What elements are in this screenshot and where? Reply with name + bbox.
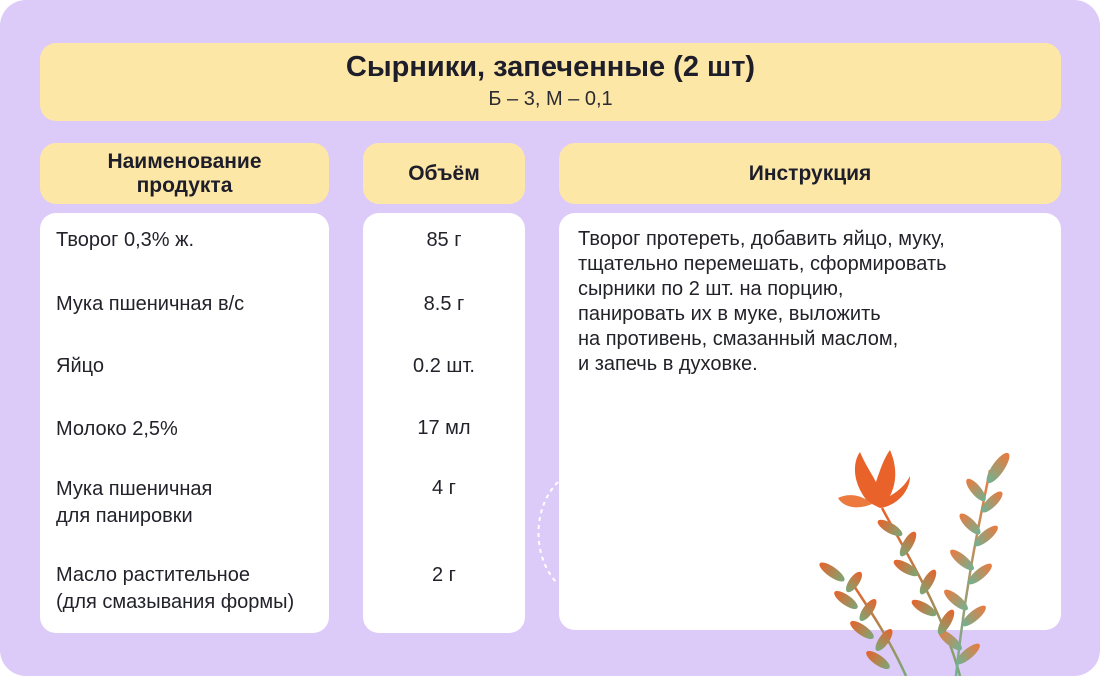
ingredient-name: Творог 0,3% ж.	[56, 229, 195, 251]
instruction-line: на противень, смазанный маслом,	[578, 328, 899, 350]
ingredient-volumes-panel	[363, 213, 525, 633]
ingredient-name: Мука пшеничная для панировки	[56, 478, 213, 527]
tulip-icon	[838, 450, 910, 508]
instruction-line: и запечь в духовке.	[578, 353, 758, 375]
ingredient-volume: 2 г	[432, 564, 456, 586]
header-instruction: Инструкция	[559, 143, 1061, 204]
ingredient-volume: 4 г	[432, 477, 456, 499]
dashed-arc-decoration	[528, 478, 568, 588]
ingredient-name: Яйцо	[56, 355, 104, 377]
instruction-line: Творог протереть, добавить яйцо, муку,	[578, 228, 945, 250]
ingredient-volume: 0.2 шт.	[413, 355, 475, 377]
flower-sprigs-illustration	[810, 440, 1030, 676]
ingredient-volume: 17 мл	[417, 417, 471, 439]
ingredient-name: Масло растительное (для смазывания формы)	[56, 564, 295, 613]
recipe-subtitle: Б – 3, М – 0,1	[488, 88, 613, 110]
instruction-line: сырники по 2 шт. на порцию,	[578, 278, 844, 300]
header-product-name: Наименование продукта	[40, 143, 329, 204]
ingredient-volume: 85 г	[426, 229, 462, 251]
ingredient-name: Молоко 2,5%	[56, 418, 178, 440]
instruction-line: тщательно перемешать, сформировать	[578, 253, 947, 275]
ingredient-names-panel	[40, 213, 329, 633]
instruction-text	[578, 227, 1028, 377]
instruction-line: панировать их в муке, выложить	[578, 303, 881, 325]
recipe-title: Сырники, запеченные (2 шт)	[345, 51, 756, 83]
title-panel	[40, 43, 1061, 121]
ingredient-name: Мука пшеничная в/с	[56, 293, 245, 315]
header-volume: Объём	[363, 143, 525, 204]
ingredient-volume: 8.5 г	[423, 293, 465, 315]
